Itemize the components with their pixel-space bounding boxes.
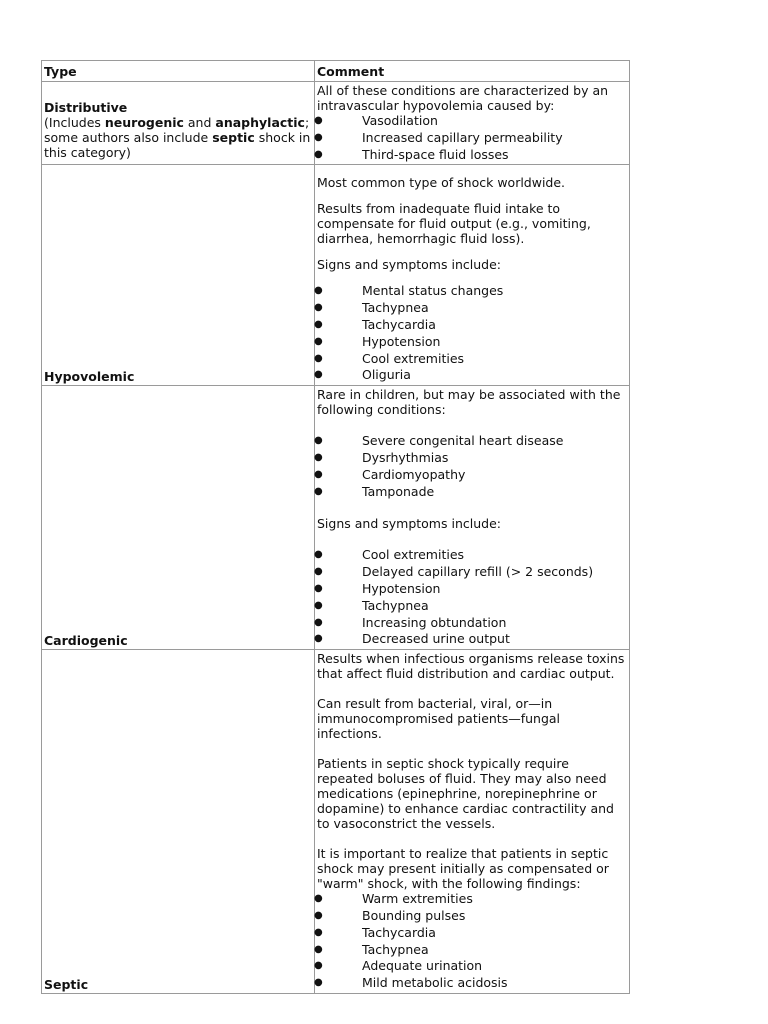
shock-types-table <box>41 60 630 994</box>
type-title-cardiogenic: Cardiogenic <box>44 633 128 649</box>
hypovolemic-p3: Signs and symptoms include: <box>317 257 501 273</box>
septic-p1: Results when infectious organisms release toxins that affect fluid distribution and cardiac output. <box>317 651 625 682</box>
list-item: ● Hypotension <box>314 333 441 349</box>
comment-cell-cardiogenic <box>315 386 630 650</box>
septic-list <box>314 891 627 992</box>
list-item: ● Oliguria <box>314 367 411 383</box>
type-column-header: Type <box>42 61 315 82</box>
list-item: ● Adequate urination <box>314 958 483 974</box>
distributive-list <box>314 113 627 163</box>
list-item: ● Tachypnea <box>314 300 429 316</box>
table-row-hypovolemic <box>42 165 630 386</box>
list-item: ● Third-space fluid losses <box>314 146 509 162</box>
list-item: ● Delayed capillary refill (> 2 seconds) <box>314 564 594 580</box>
cardiogenic-p1: Rare in children, but may be associated with the following conditions: <box>317 387 621 418</box>
septic-p4: It is important to realize that patients in septic shock may present initially as compensated or "warm" shock, with the following findings: <box>317 846 609 892</box>
hypovolemic-p2: Results from inadequate fluid intake to compensate for fluid output (e.g., vomiting, diarrhea, hemorrhagic fluid loss). <box>317 201 591 247</box>
list-item: ● Tamponade <box>314 483 435 499</box>
table-row-septic <box>42 650 630 994</box>
list-item: ● Warm extremities <box>314 891 473 907</box>
list-item: ● Tachycardia <box>314 924 436 940</box>
hypovolemic-list <box>314 283 627 384</box>
comment-cell-hypovolemic <box>315 165 630 386</box>
list-item: ● Hypotension <box>314 580 441 596</box>
comment-column-header: Comment <box>315 61 630 82</box>
comment-cell-septic <box>315 650 630 994</box>
list-item: ● Tachypnea <box>314 597 429 613</box>
list-item: ● Mental status changes <box>314 283 504 299</box>
list-item: ● Tachycardia <box>314 316 436 332</box>
list-item: ● Cardiomyopathy <box>314 466 466 482</box>
cardiogenic-p2: Signs and symptoms include: <box>317 516 501 532</box>
type-cell-cardiogenic <box>42 386 315 650</box>
distributive-comment: All of these conditions are characterized by an intravascular hypovolemia caused by: <box>317 83 609 113</box>
type-cell-septic <box>42 650 315 994</box>
list-item: ● Increasing obtundation <box>314 614 507 630</box>
list-item: ● Vasodilation <box>314 113 438 128</box>
table-row-cardiogenic <box>42 386 630 650</box>
list-item: ● Decreased urine output <box>314 631 510 647</box>
hypovolemic-p1: Most common type of shock worldwide. <box>317 175 566 191</box>
list-item: ● Cool extremities <box>314 350 465 366</box>
type-title-septic: Septic <box>44 976 89 992</box>
distributive-note: (Includes neurogenic and anaphylactic; some authors also include septic shock in this category) <box>44 114 311 160</box>
comment-cell-distributive <box>315 82 630 165</box>
list-item: ● Bounding pulses <box>314 907 466 923</box>
list-item: ● Tachypnea <box>314 941 429 957</box>
septic-p2: Can result from bacterial, viral, or—in immunocompromised patients—fungal infections. <box>317 696 561 742</box>
list-item: ● Cool extremities <box>314 547 465 563</box>
list-item: ● Mild metabolic acidosis <box>314 975 508 991</box>
type-cell-hypovolemic <box>42 165 315 386</box>
type-title-distributive: Distributive <box>44 99 128 115</box>
table-row-distributive <box>42 82 630 165</box>
cardiogenic-list-conditions <box>314 433 627 500</box>
type-title-hypovolemic: Hypovolemic <box>44 369 135 385</box>
type-cell-distributive <box>42 82 315 165</box>
table-header-row <box>42 61 630 82</box>
list-item: ● Dysrhythmias <box>314 449 449 465</box>
cardiogenic-list-signs <box>314 547 627 648</box>
septic-p3: Patients in septic shock typically require repeated boluses of fluid. They may also need medications (epinephrine, norepinephrine or dopamine) to enhance cardiac contractility and to vasoconstrict the vessels. <box>317 756 614 832</box>
list-item: ● Severe congenital heart disease <box>314 433 564 449</box>
list-item: ● Increased capillary permeability <box>314 129 563 145</box>
